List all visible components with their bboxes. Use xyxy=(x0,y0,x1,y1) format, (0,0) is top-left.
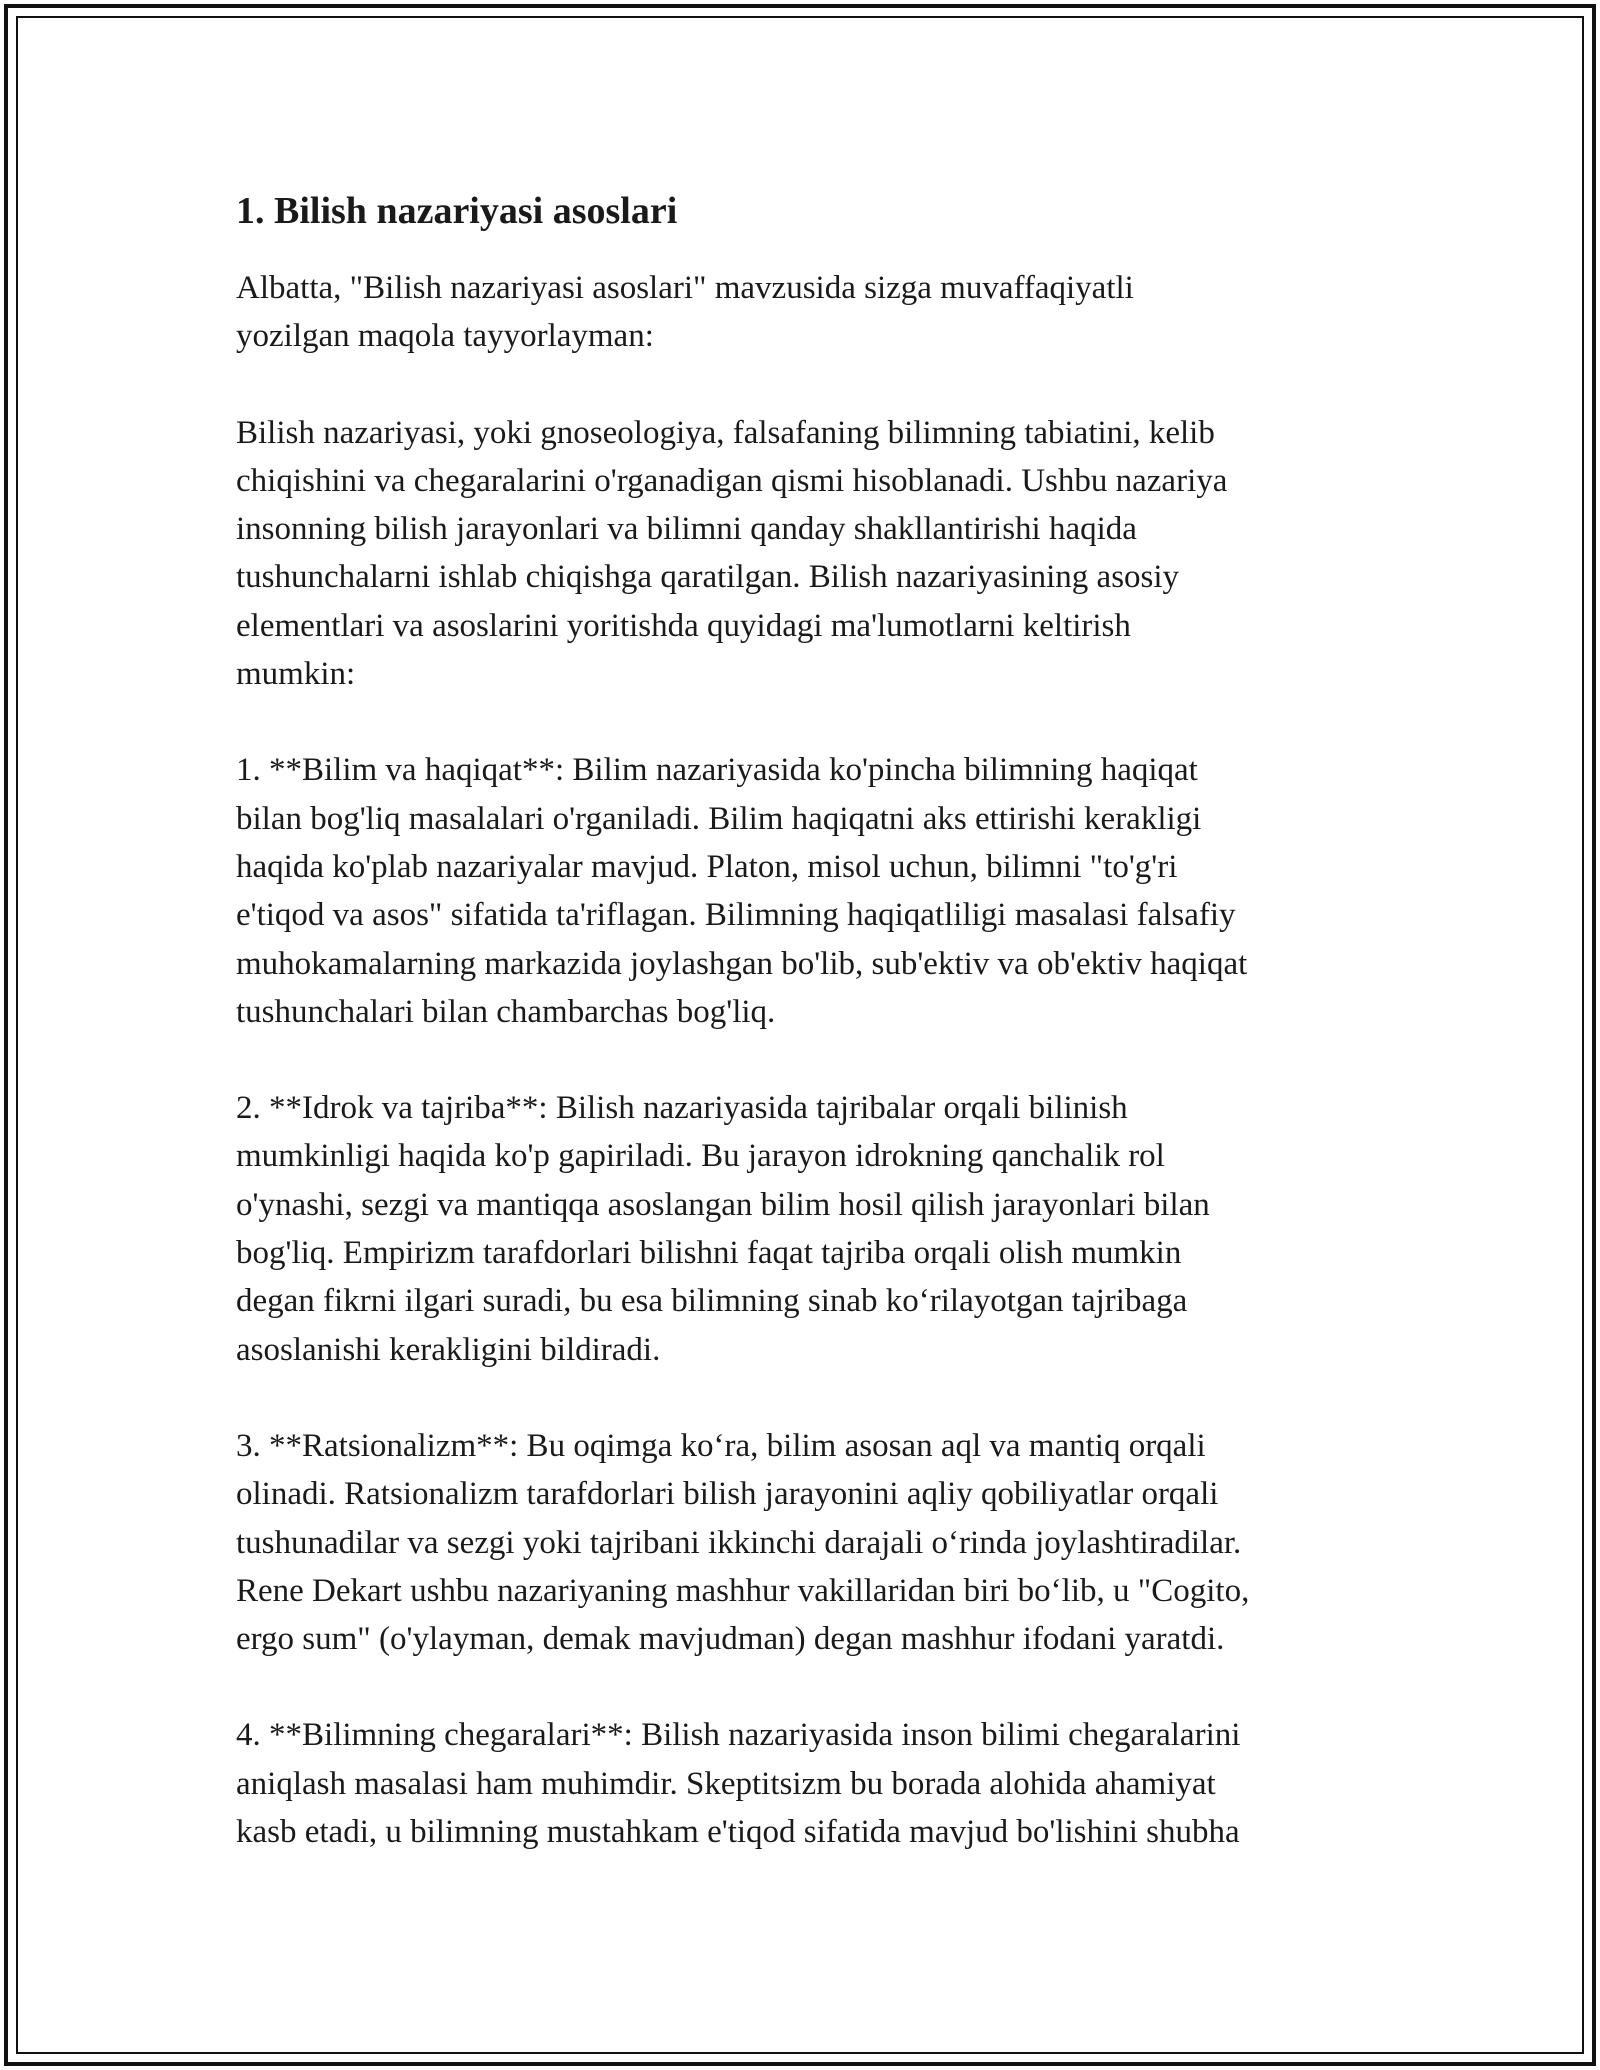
intro-paragraph xyxy=(236,264,1376,361)
text-line: 3. **Ratsionalizm**: Bu oqimga ko‘ra, bilim asosan aql va mantiq orqali xyxy=(236,1427,1206,1464)
list-item-idrok-va-tajriba xyxy=(236,1084,1376,1374)
text-line: mumkinligi haqida ko'p gapiriladi. Bu jarayon idrokning qanchalik rol xyxy=(236,1138,1165,1175)
text-line: Bilish nazariyasi, yoki gnoseologiya, falsafaning bilimning tabiatini, kelib xyxy=(236,414,1215,451)
text-line: 1. **Bilim va haqiqat**: Bilim nazariyasida ko'pincha bilimning haqiqat xyxy=(236,752,1198,789)
text-line: bilan bog'liq masalalari o'rganiladi. Bilim haqiqatni aks ettirishi kerakligi xyxy=(236,800,1202,837)
text-line: olinadi. Ratsionalizm tarafdorlari bilish jarayonini aqliy qobiliyatlar orqali xyxy=(236,1476,1219,1513)
text-line: 2. **Idrok va tajriba**: Bilish nazariyasida tajribalar orqali bilinish xyxy=(236,1090,1128,1127)
text-line: o'ynashi, sezgi va mantiqqa asoslangan bilim hosil qilish jarayonlari bilan xyxy=(236,1186,1210,1223)
text-line: tushunchalarni ishlab chiqishga qaratilgan. Bilish nazariyasining asosiy xyxy=(236,559,1180,596)
text-line: Rene Dekart ushbu nazariyaning mashhur vakillaridan biri bo‘lib, u "Cogito, xyxy=(236,1572,1250,1609)
text-line: aniqlash masalasi ham muhimdir. Skeptitsizm bu borada alohida ahamiyat xyxy=(236,1765,1216,1802)
text-line: 4. **Bilimning chegaralari**: Bilish nazariyasida inson bilimi chegaralarini xyxy=(236,1717,1241,1754)
list-item-bilim-va-haqiqat xyxy=(236,746,1376,1036)
text-line: Albatta, "Bilish nazariyasi asoslari" mavzusida sizga muvaffaqiyatli xyxy=(236,270,1134,306)
list-item-ratsionalizm xyxy=(236,1422,1376,1663)
text-line: degan fikrni ilgari suradi, bu esa bilimning sinab ko‘rilayotgan tajribaga xyxy=(236,1283,1188,1320)
text-line: bog'liq. Empirizm tarafdorlari bilishni faqat tajriba orqali olish mumkin xyxy=(236,1235,1182,1272)
document-title: 1. Bilish nazariyasi asoslari xyxy=(236,190,678,232)
text-line: tushunchalari bilan chambarchas bog'liq. xyxy=(236,993,776,1030)
text-line: elementlari va asoslarini yoritishda quyidagi ma'lumotlarni keltirish xyxy=(236,607,1131,644)
text-line: e'tiqod va asos" sifatida ta'riflagan. Bilimning haqiqatliligi masalasi falsafiy xyxy=(236,897,1236,934)
definition-paragraph xyxy=(236,409,1376,699)
text-line: chiqishini va chegaralarini o'rganadigan qismi hisoblanadi. Ushbu nazariya xyxy=(236,462,1228,499)
text-line: kasb etadi, u bilimning mustahkam e'tiqod sifatida mavjud bo'lishini shubha xyxy=(236,1814,1240,1851)
text-line: asoslanishi kerakligini bildiradi. xyxy=(236,1331,661,1368)
text-line: mumkin: xyxy=(236,656,356,693)
text-line: ergo sum" (o'ylayman, demak mavjudman) degan mashhur ifodani yaratdi. xyxy=(236,1621,1225,1658)
text-line: yozilgan maqola tayyorlayman: xyxy=(236,318,654,355)
text-line: insonning bilish jarayonlari va bilimni qanday shakllantirishi haqida xyxy=(236,511,1137,548)
text-line: haqida ko'plab nazariyalar mavjud. Platon, misol uchun, bilimni "to'g'ri xyxy=(236,848,1178,885)
text-line: tushunadilar va sezgi yoki tajribani ikkinchi darajali o‘rinda joylashtiradilar. xyxy=(236,1524,1242,1561)
document-page xyxy=(236,186,1376,1904)
text-line: muhokamalarning markazida joylashgan bo'lib, sub'ektiv va ob'ektiv haqiqat xyxy=(236,945,1248,982)
list-item-bilimning-chegaralari xyxy=(236,1711,1376,1856)
